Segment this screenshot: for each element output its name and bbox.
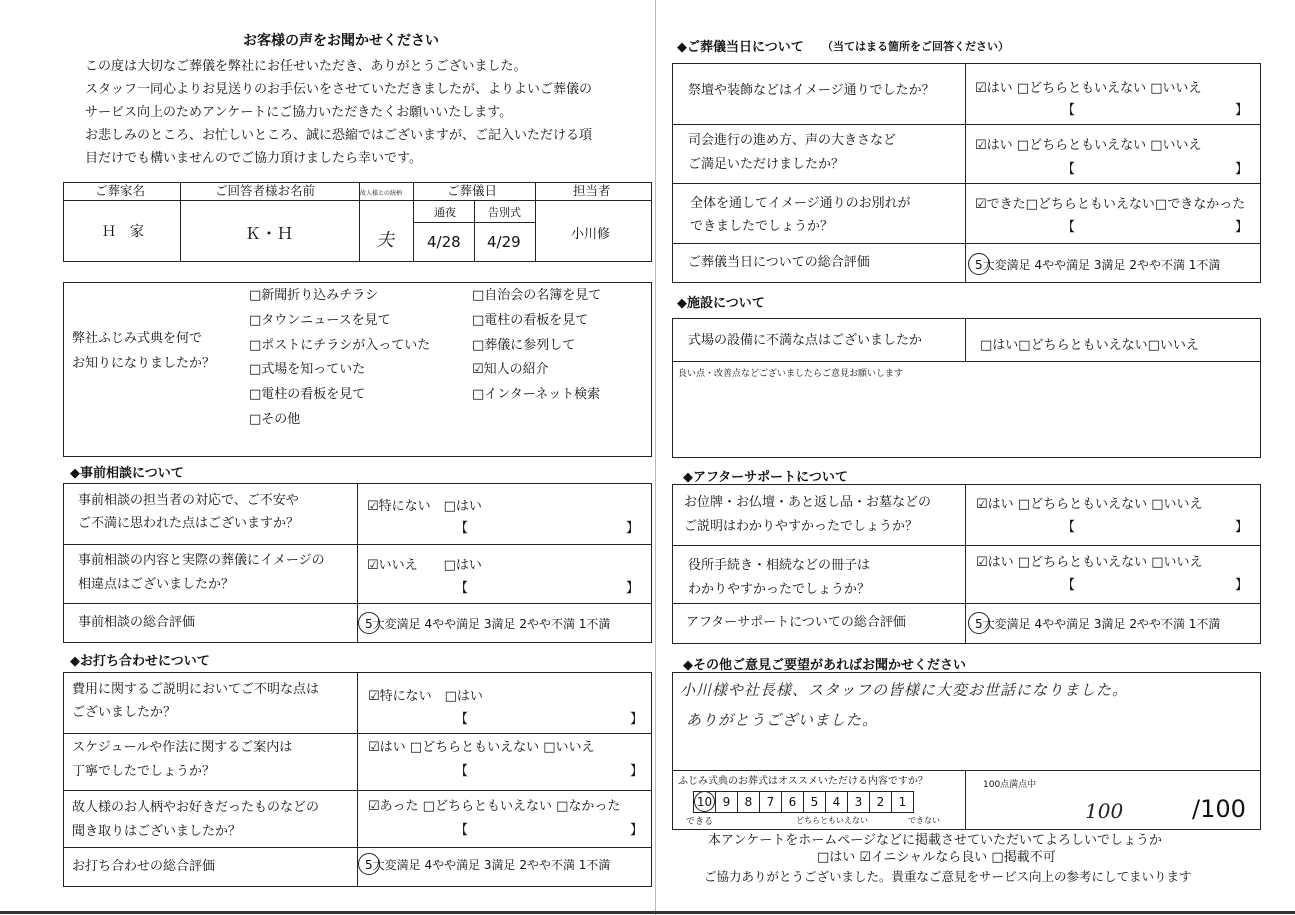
section-heading: ◆施設について <box>677 296 765 311</box>
page-bottom-edge <box>0 911 1295 914</box>
question-text: 事前相談の内容と実際の葬儀にイメージの <box>78 553 325 568</box>
scale-cell[interactable]: 4 <box>825 792 847 812</box>
question-text: 事前相談の担当者の対応で、ご不安や <box>78 493 299 508</box>
section-heading: ◆事前相談について <box>70 466 184 481</box>
question-text: 事前相談の総合評価 <box>78 615 196 630</box>
respondent-name-value: Ｋ・Ｈ <box>245 224 294 243</box>
score-max: /100 <box>1192 795 1246 823</box>
question-text: 司会進行の進め方、声の大きさなど <box>688 133 897 148</box>
question-text: ご満足いただけましたか？ <box>688 157 845 172</box>
scale-label-mid: どちらともいえない <box>796 816 868 825</box>
source-option-checked[interactable]: ☑知人の紹介 <box>472 362 549 377</box>
intro-line: お悲しみのところ、お忙しいところ、誠に恐縮ではございますが、ご記入いただける項 <box>85 128 593 143</box>
source-option[interactable]: □式場を知っていた <box>249 362 366 377</box>
recommend-circle <box>694 791 715 812</box>
rating-scale[interactable]: 5大変満足 4やや満足 3満足 2やや不満 1不満 <box>365 858 611 872</box>
answer-options[interactable]: ☑あった □どちらともいえない □なかった <box>368 799 621 814</box>
question-text: ご説明はわかりやすかったでしょうか？ <box>684 519 919 534</box>
staff-value: 小川修 <box>571 227 611 242</box>
rating-scale[interactable]: 5大変満足 4やや満足 3満足 2やや不満 1不満 <box>365 617 611 631</box>
rating-scale[interactable]: 5大変満足 4やや満足 3満足 2やや不満 1不満 <box>975 617 1221 631</box>
question-text: 丁寧でしたでしょうか？ <box>72 764 216 779</box>
thanks-message: ご協力ありがとうございました。貴重なご意見をサービス向上の参考にしてまいります <box>704 869 1192 884</box>
rating-circle <box>358 853 380 875</box>
answer-options[interactable]: ☑特にない □はい <box>367 499 482 514</box>
source-option[interactable]: □その他 <box>249 412 301 427</box>
header-family: ご葬家名 <box>95 183 146 198</box>
question-text: 費用に関するご説明においてご不明な点は <box>72 682 320 697</box>
rating-scale[interactable]: 5大変満足 4やや満足 3満足 2やや不満 1不満 <box>975 258 1221 272</box>
scale-cell[interactable]: 8 <box>737 792 759 812</box>
section-heading: ◆アフターサポートについて <box>683 470 848 485</box>
question-text: 役所手続き・相続などの冊子は <box>688 558 871 573</box>
answer-options[interactable]: ☑はい □どちらともいえない □いいえ <box>976 497 1203 512</box>
bracket-close: 】 <box>630 712 644 727</box>
bracket-open: 【 <box>455 581 469 596</box>
question-text: アフターサポートについての総合評価 <box>686 615 906 630</box>
scale-label-right: できない <box>908 816 940 825</box>
header-funeral: 告別式 <box>488 206 521 219</box>
source-question: お知りになりましたか？ <box>72 356 216 371</box>
publish-options[interactable]: □はい ☑イニシャルなら良い □掲載不可 <box>817 850 1056 865</box>
source-option[interactable]: □新聞折り込みチラシ <box>249 288 379 303</box>
bracket-close: 】 <box>1235 578 1249 593</box>
question-text: ご葬儀当日についての総合評価 <box>688 255 870 270</box>
funeral-date-value: 4/29 <box>487 233 521 251</box>
info-table <box>63 182 652 262</box>
bracket-close: 】 <box>626 521 640 536</box>
question-text: ございましたか？ <box>72 705 177 720</box>
question-text: 故人様のお人柄やお好きだったものなどの <box>72 800 320 815</box>
score-value: 100 <box>1085 799 1124 823</box>
question-text: わかりやすかったでしょうか？ <box>688 582 871 597</box>
rating-circle <box>968 253 990 275</box>
header-staff: 担当者 <box>573 183 611 198</box>
bracket-open: 【 <box>1062 578 1076 593</box>
source-option[interactable]: □自治会の名簿を見て <box>472 288 602 303</box>
scale-cell[interactable]: 9 <box>715 792 737 812</box>
source-option[interactable]: □電柱の看板を見て <box>472 313 589 328</box>
scale-cell[interactable]: 6 <box>781 792 803 812</box>
scale-cell[interactable]: 3 <box>847 792 869 812</box>
question-text: できましたでしょうか？ <box>690 219 834 234</box>
bracket-open: 【 <box>455 521 469 536</box>
bracket-open: 【 <box>1062 520 1076 535</box>
survey-title: お客様の声をお聞かせください <box>243 33 439 49</box>
recommend-scale[interactable] <box>693 791 914 813</box>
header-respondent: ご回答者様お名前 <box>215 183 316 198</box>
question-text: 式場の設備に不満な点はございましたか <box>688 333 923 348</box>
source-option[interactable]: □ポストにチラシが入っていた <box>249 338 431 353</box>
source-option[interactable]: □インターネット検索 <box>472 387 601 402</box>
scale-cell[interactable]: 10 <box>696 795 713 809</box>
section-heading: ◆その他ご意見ご要望があればお聞かせください <box>683 658 966 673</box>
answer-options[interactable]: □はい□どちらともいえない□いいえ <box>980 338 1199 353</box>
source-option[interactable]: □電柱の看板を見て <box>249 387 366 402</box>
rating-circle <box>358 612 380 634</box>
question-text: スケジュールや作法に関するご案内は <box>72 740 293 755</box>
source-option[interactable]: □葬儀に参列して <box>472 338 576 353</box>
question-text: お位牌・お仏壇・あと返し品・お墓などの <box>684 495 932 510</box>
header-wake: 通夜 <box>434 206 456 219</box>
answer-options[interactable]: ☑はい □どちらともいえない □いいえ <box>368 740 595 755</box>
intro-line: スタッフ一同心よりお見送りのお手伝いをさせていただきましたが、よりよいご葬儀の <box>85 82 593 97</box>
scale-label-left: できる <box>686 817 714 827</box>
bracket-open: 【 <box>1062 162 1076 177</box>
answer-options[interactable]: ☑できた□どちらともいえない□できなかった <box>975 197 1246 212</box>
wake-date-value: 4/28 <box>427 233 461 251</box>
bracket-open: 【 <box>455 764 469 779</box>
publish-question: 本アンケートをホームページなどに掲載させていただいてよろしいでしょうか <box>708 833 1162 848</box>
recommend-question: ふじみ式典のお葬式はオススメいただける内容ですか？ <box>678 776 928 787</box>
facility-note: 良い点・改善点などございましたらご意見お願いします <box>678 369 904 379</box>
intro-line: この度は大切なご葬儀を弊社にお任せいただき、ありがとうございました。 <box>85 59 527 74</box>
bracket-open: 【 <box>1062 103 1076 118</box>
score-label: 100点満点中 <box>983 780 1037 790</box>
section-heading: ◆ご葬儀当日について <box>677 40 804 55</box>
rating-circle <box>968 612 990 634</box>
family-name-value: Ｈ 家 <box>102 224 144 240</box>
header-relation: 故人様との続柄 <box>360 190 403 197</box>
question-text: 全体を通してイメージ通りのお別れが <box>690 196 911 211</box>
bracket-close: 】 <box>626 581 640 596</box>
answer-options[interactable]: ☑はい □どちらともいえない □いいえ <box>976 555 1203 570</box>
answer-options[interactable]: ☑はい □どちらともいえない □いいえ <box>975 81 1202 96</box>
section-heading: ◆お打ち合わせについて <box>70 654 210 669</box>
section-heading-note: （当てはまる箇所をご回答ください） <box>822 40 1009 53</box>
handwritten-comment: ありがとうございました。 <box>686 711 879 729</box>
bracket-close: 】 <box>630 764 644 779</box>
bracket-close: 】 <box>1235 520 1249 535</box>
intro-line: サービス向上のためアンケートにご協力いただきたくお願いいたします。 <box>85 105 513 120</box>
bracket-close: 】 <box>1235 103 1249 118</box>
source-option[interactable]: □タウンニュースを見て <box>249 313 391 328</box>
relation-value: 夫 <box>376 230 394 251</box>
bracket-close: 】 <box>630 823 644 838</box>
question-text: 相違点はございましたか？ <box>78 577 235 592</box>
bracket-open: 【 <box>1062 220 1076 235</box>
scale-cell[interactable]: 2 <box>869 792 891 812</box>
question-text: 祭壇や装飾などはイメージ通りでしたか？ <box>688 83 935 98</box>
scale-cell[interactable]: 1 <box>891 792 913 812</box>
intro-line: 目だけでも構いませんのでご協力頂けましたら幸いです。 <box>85 151 422 166</box>
bracket-close: 】 <box>1235 162 1249 177</box>
answer-options[interactable]: ☑特にない □はい <box>368 689 483 704</box>
header-date: ご葬儀日 <box>447 183 498 198</box>
scale-cell[interactable]: 5 <box>803 792 825 812</box>
scale-cell[interactable]: 7 <box>759 792 781 812</box>
bracket-open: 【 <box>455 712 469 727</box>
bracket-close: 】 <box>1235 220 1249 235</box>
answer-options[interactable]: ☑はい □どちらともいえない □いいえ <box>975 138 1202 153</box>
question-text: 聞き取りはございましたか？ <box>72 824 242 839</box>
source-question: 弊社ふじみ式典を何で <box>72 331 203 346</box>
handwritten-comment: 小川様や社長様、スタッフの皆様に大変お世話になりました。 <box>680 681 1129 699</box>
page-fold <box>655 0 656 915</box>
question-text: ご不満に思われた点はございますか？ <box>78 516 300 531</box>
bracket-open: 【 <box>455 823 469 838</box>
question-text: お打ち合わせの総合評価 <box>72 859 216 874</box>
answer-options[interactable]: ☑いいえ □はい <box>367 558 482 573</box>
